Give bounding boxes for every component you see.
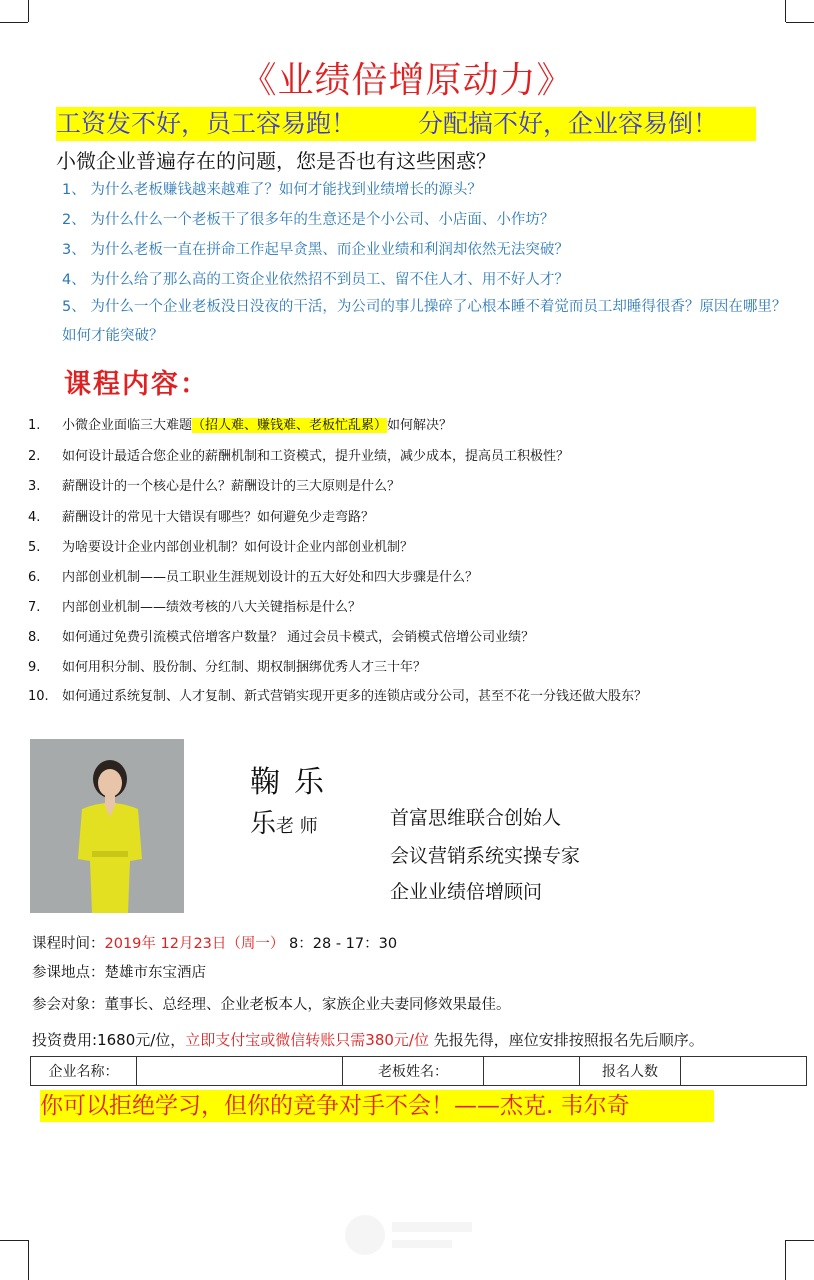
course-item-number: 4.: [28, 510, 41, 525]
teacher-title: [250, 803, 318, 840]
question-item: 4、 为什么给了那么高的工资企业依然招不到员工、留不住人才、用不好人才？: [62, 272, 569, 288]
course-item-text: 薪酬设计的常见十大错误有哪些？如何避免少走弯路？: [62, 510, 375, 525]
course-item-number: 9.: [28, 660, 41, 675]
teacher-role: 企业业绩倍增顾问: [390, 881, 543, 903]
quote-banner: 你可以拒绝学习，但你的竞争对手不会！——杰克. 韦尔奇: [40, 1090, 714, 1122]
fee-label: 投资费用:: [32, 1031, 98, 1049]
course-heading: 课程内容：: [64, 369, 209, 400]
fee-note: 先报先得，座位安排按照报名先后顺序。: [428, 1031, 704, 1049]
course-item-number: 1.: [28, 418, 41, 433]
question-item: 1、 为什么老板赚钱越来越难了？如何才能找到业绩增长的源头？: [62, 182, 482, 198]
course-item-text: 如何用积分制、股份制、分红制、期权制捆绑优秀人才三十年？: [62, 660, 427, 675]
teacher-title-small: 老 师: [276, 816, 318, 837]
slogan-banner: [56, 107, 756, 141]
slogan-right: 分配搞不好，企业容易倒！: [418, 109, 719, 138]
audience: [32, 993, 511, 1014]
course-item-number: 7.: [28, 600, 41, 615]
course-time-date: 2019年 12月23日（周一）: [104, 936, 285, 952]
watermark-icon: [340, 1210, 480, 1260]
course-item-text: 如何通过系统复制、人才复制、新式营销实现开更多的连锁店或分公司，甚至不花一分钱还做大股东？: [62, 689, 648, 704]
course-item-text: 如何设计最适合您企业的薪酬机制和工资模式，提升业绩，减少成本，提高员工积极性？: [62, 449, 570, 464]
course-item-text: 薪酬设计的一个核心是什么？薪酬设计的三大原则是什么？: [62, 479, 401, 494]
course-item-number: 5.: [28, 540, 41, 555]
course-item-text: 内部创业机制——绩效考核的八大关键指标是什么？: [62, 600, 362, 615]
crop-mark: [28, 1240, 29, 1280]
crop-mark: [0, 1240, 28, 1241]
fee-price: 1680元/位，: [97, 1031, 186, 1049]
course-time-label: 课程时间：: [32, 936, 105, 952]
count-input[interactable]: [681, 1057, 807, 1086]
teacher-role: 首富思维联合创始人: [390, 807, 562, 829]
course-item: [28, 445, 569, 464]
course-item: [28, 626, 534, 645]
crop-mark: [786, 1240, 814, 1241]
teacher-figure: [30, 739, 184, 913]
count-label: 报名人数: [580, 1057, 681, 1086]
course-item-number: 2.: [28, 449, 41, 464]
crop-mark: [786, 22, 814, 23]
page-title: 《业绩倍增原动力》: [240, 60, 574, 101]
course-item-number: 10.: [28, 689, 49, 704]
audience-label: 参会对象：: [32, 997, 105, 1013]
teacher-role: 会议营销系统实操专家: [390, 845, 581, 867]
question-item: 3、 为什么老板一直在拼命工作起早贪黑、而企业业绩和利润却依然无法突破？: [62, 242, 569, 258]
course-item: [28, 566, 478, 585]
crop-mark: [785, 1240, 786, 1280]
course-time-hours: 8：28 - 17：30: [289, 936, 398, 952]
registration-form: [30, 1056, 807, 1086]
course-item-text: 如何解决？: [387, 418, 453, 433]
course-item: [28, 506, 374, 525]
course-item: [28, 536, 413, 555]
course-item-number: 6.: [28, 570, 41, 585]
course-item: [28, 414, 452, 433]
course-place-value: 楚雄市东宝酒店: [104, 965, 206, 981]
course-place: [32, 961, 206, 982]
course-item-text: 内部创业机制——员工职业生涯规划设计的五大好处和四大步骤是什么？: [62, 570, 479, 585]
course-item-number: 8.: [28, 630, 41, 645]
slogan-left: 工资发不好，员工容易跑！: [56, 109, 357, 138]
course-item: [28, 685, 647, 704]
crop-mark: [0, 22, 28, 23]
fee-discount: 立即支付宝或微信转账只需380元/位: [185, 1031, 429, 1049]
teacher-name: 鞠乐: [250, 765, 338, 800]
crop-mark: [785, 0, 786, 22]
question-item: 5、 为什么一个企业老板没日没夜的干活，为公司的事儿操碎了心根本睡不着觉而员工却睡得很香？原因在哪里？如何才能突破？: [62, 299, 787, 344]
course-item-text: 为啥要设计企业内部创业机制？如何设计企业内部创业机制？: [62, 540, 414, 555]
course-item-highlight: （招人难、赚钱难、老板忙乱累）: [192, 418, 388, 433]
crop-mark: [28, 0, 29, 22]
boss-label: 老板姓名：: [343, 1057, 484, 1086]
question-heading: 小微企业普遍存在的问题，您是否也有这些困惑？: [56, 149, 496, 173]
course-item-number: 3.: [28, 479, 41, 494]
teacher-photo: [30, 739, 184, 913]
boss-input[interactable]: [484, 1057, 580, 1086]
question-item: 2、 为什么什么一个老板干了很多年的生意还是个小公司、小店面、小作坊？: [62, 212, 555, 228]
company-input[interactable]: [137, 1057, 343, 1086]
course-item: [28, 656, 426, 675]
course-item: [28, 475, 400, 494]
course-place-label: 参课地点：: [32, 965, 105, 981]
course-item: [28, 596, 361, 615]
teacher-title-big: 乐: [250, 809, 277, 839]
fee: [32, 1029, 704, 1050]
company-label: 企业名称：: [31, 1057, 137, 1086]
course-item-text: 如何通过免费引流模式倍增客户数量？ 通过会员卡模式，会销模式倍增公司业绩？: [62, 630, 535, 645]
course-item-text: 小微企业面临三大难题: [62, 418, 193, 433]
audience-value: 董事长、总经理、企业老板本人，家族企业夫妻同修效果最佳。: [104, 997, 511, 1013]
course-time: [32, 932, 397, 953]
